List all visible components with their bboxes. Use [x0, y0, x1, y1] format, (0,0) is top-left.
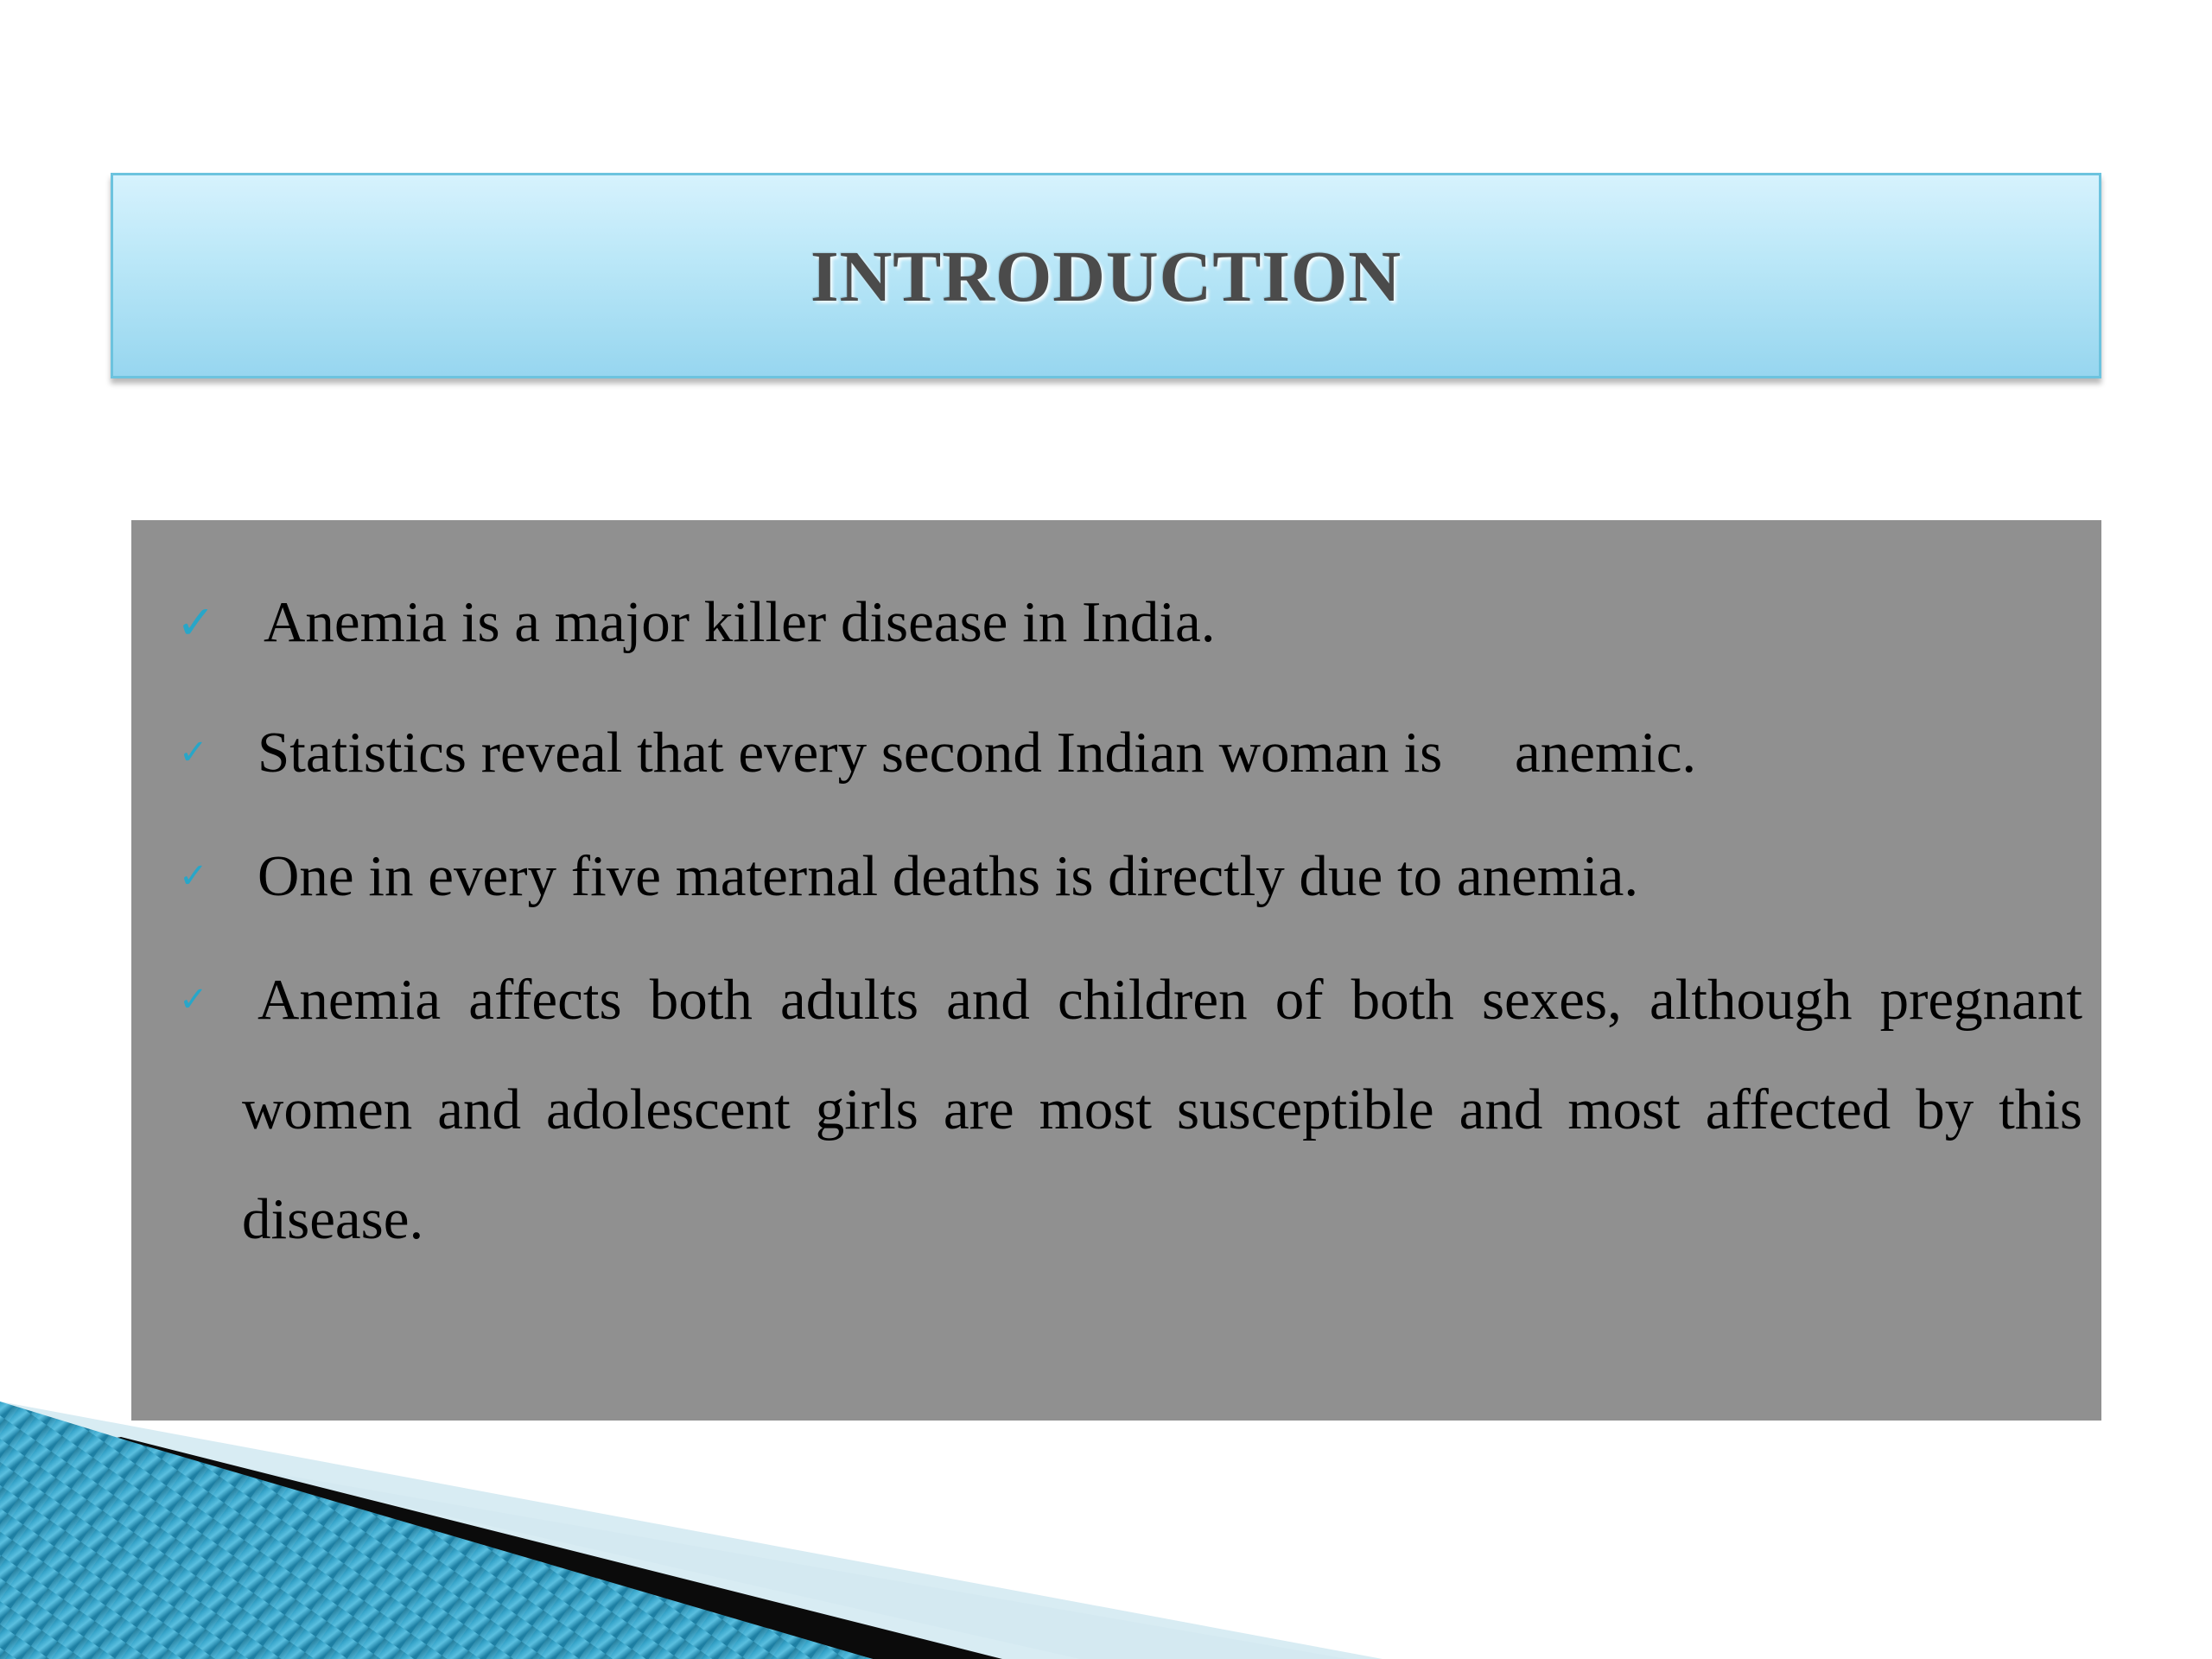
bullet-text: Anemia is a major killer disease in India. — [264, 590, 1216, 654]
slide-title: INTRODUCTION — [810, 236, 1402, 317]
checkmark-icon: ✓ — [176, 595, 216, 650]
bullet-text: One in every five maternal deaths is directly due to anemia. — [257, 844, 1639, 908]
checkmark-icon: ✓ — [179, 856, 208, 896]
title-banner — [111, 173, 2101, 378]
bullet-text: Anemia affects both adults and children of both sexes, although pregnant women and adolescent girls are most susceptible and most affected by this disease. — [242, 968, 2082, 1251]
checkmark-icon: ✓ — [179, 733, 208, 772]
bullet-text: Statistics reveal that every second Indian woman is anemic. — [257, 721, 1697, 785]
checkmark-icon: ✓ — [179, 980, 208, 1020]
bullet-list — [131, 520, 2101, 1421]
